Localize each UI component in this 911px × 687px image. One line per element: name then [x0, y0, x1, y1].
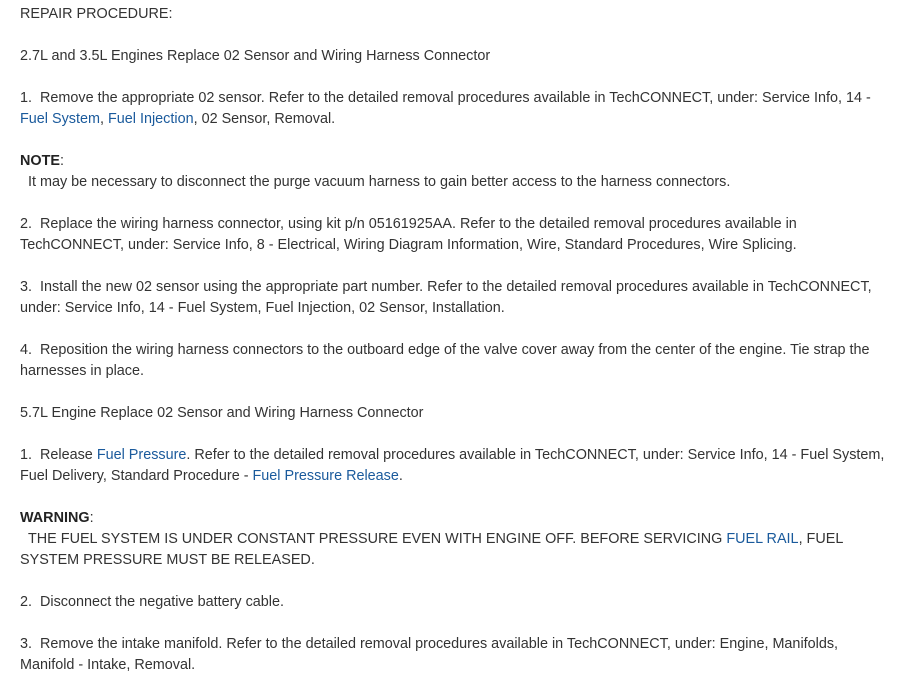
section1-step3 — [20, 277, 891, 319]
fuel-pressure-release-link[interactable]: Fuel Pressure Release — [252, 468, 399, 484]
section1-step2 — [20, 214, 891, 256]
step-number: 3. — [20, 279, 33, 295]
section1-note: NOTE: It may be necessary to disconnect the purge vacuum harness to gain better access to the harness connectors. — [20, 153, 731, 190]
step-text: Replace the wiring harness connector, using kit p/n 05161925AA. Refer to the detailed removal procedures available in TechCONNECT, under: Service Info, 8 - Electrical, Wiring Diagram Information, Wire, Standard Procedures, Wire Splicing. — [20, 216, 797, 253]
step-text: Remove the appropriate 02 sensor. Refer to the detailed removal procedures available in TechCONNECT, under: Service Info, 14 - — [40, 90, 871, 106]
step-number: 2. — [20, 216, 33, 232]
step-number: 1. — [20, 447, 33, 463]
step-number: 1. — [20, 90, 33, 106]
note-text: It may be necessary to disconnect the purge vacuum harness to gain better access to the harness connectors. — [28, 174, 731, 190]
step-number: 3. — [20, 636, 33, 652]
note-label: NOTE — [20, 153, 60, 169]
section2-warning: WARNING: THE FUEL SYSTEM IS UNDER CONSTANT PRESSURE EVEN WITH ENGINE OFF. BEFORE SERVICING FUEL RAIL, FUEL SYSTEM PRESSURE MUST BE RELEASED. — [20, 510, 843, 568]
step-number: 4. — [20, 342, 33, 358]
section1-step1: 1. Remove the appropriate 02 sensor. Refer to the detailed removal procedures available in TechCONNECT, under: Service Info, 14 - Fuel System, Fuel Injection, 02 Sensor, Removal. — [20, 90, 871, 127]
step-text: Remove the intake manifold. Refer to the detailed removal procedures available in TechCONNECT, under: Engine, Manifolds, Manifold - Intake, Removal. — [20, 636, 839, 673]
step-text: Install the new 02 sensor using the appropriate part number. Refer to the detailed removal procedures available in TechCONNECT, under: Service Info, 14 - Fuel System, Fuel Injection, 02 Sensor, Installation. — [20, 279, 872, 316]
fuel-pressure-link[interactable]: Fuel Pressure — [96, 447, 187, 463]
section2-step3 — [20, 634, 891, 676]
step-number: 2. — [20, 594, 33, 610]
section2-step2 — [20, 592, 891, 613]
fuel-rail-link[interactable]: FUEL RAIL — [726, 531, 799, 547]
section2-title: 5.7L Engine Replace 02 Sensor and Wiring Harness Connector — [20, 405, 424, 421]
step-text: Reposition the wiring harness connectors to the outboard edge of the valve cover away from the center of the engine. Tie strap the harnesses in place. — [20, 342, 870, 379]
warning-label: WARNING — [20, 510, 90, 526]
fuel-injection-link[interactable]: Fuel Injection — [107, 111, 194, 127]
section2-step1: 1. Release Fuel Pressure. Refer to the detailed removal procedures available in TechCONNECT, under: Service Info, 14 - Fuel System, Fuel Delivery, Standard Procedure - Fuel Pressure Release. — [20, 447, 885, 484]
repair-procedure-heading: REPAIR PROCEDURE: — [20, 6, 173, 22]
section1-step4 — [20, 340, 891, 382]
fuel-system-link[interactable]: Fuel System — [20, 111, 100, 127]
step-text: Disconnect the negative battery cable. — [40, 594, 284, 610]
section1-title: 2.7L and 3.5L Engines Replace 02 Sensor and Wiring Harness Connector — [20, 48, 491, 64]
warning-text: THE FUEL SYSTEM IS UNDER CONSTANT PRESSURE EVEN WITH ENGINE OFF. BEFORE SERVICING — [28, 531, 723, 547]
